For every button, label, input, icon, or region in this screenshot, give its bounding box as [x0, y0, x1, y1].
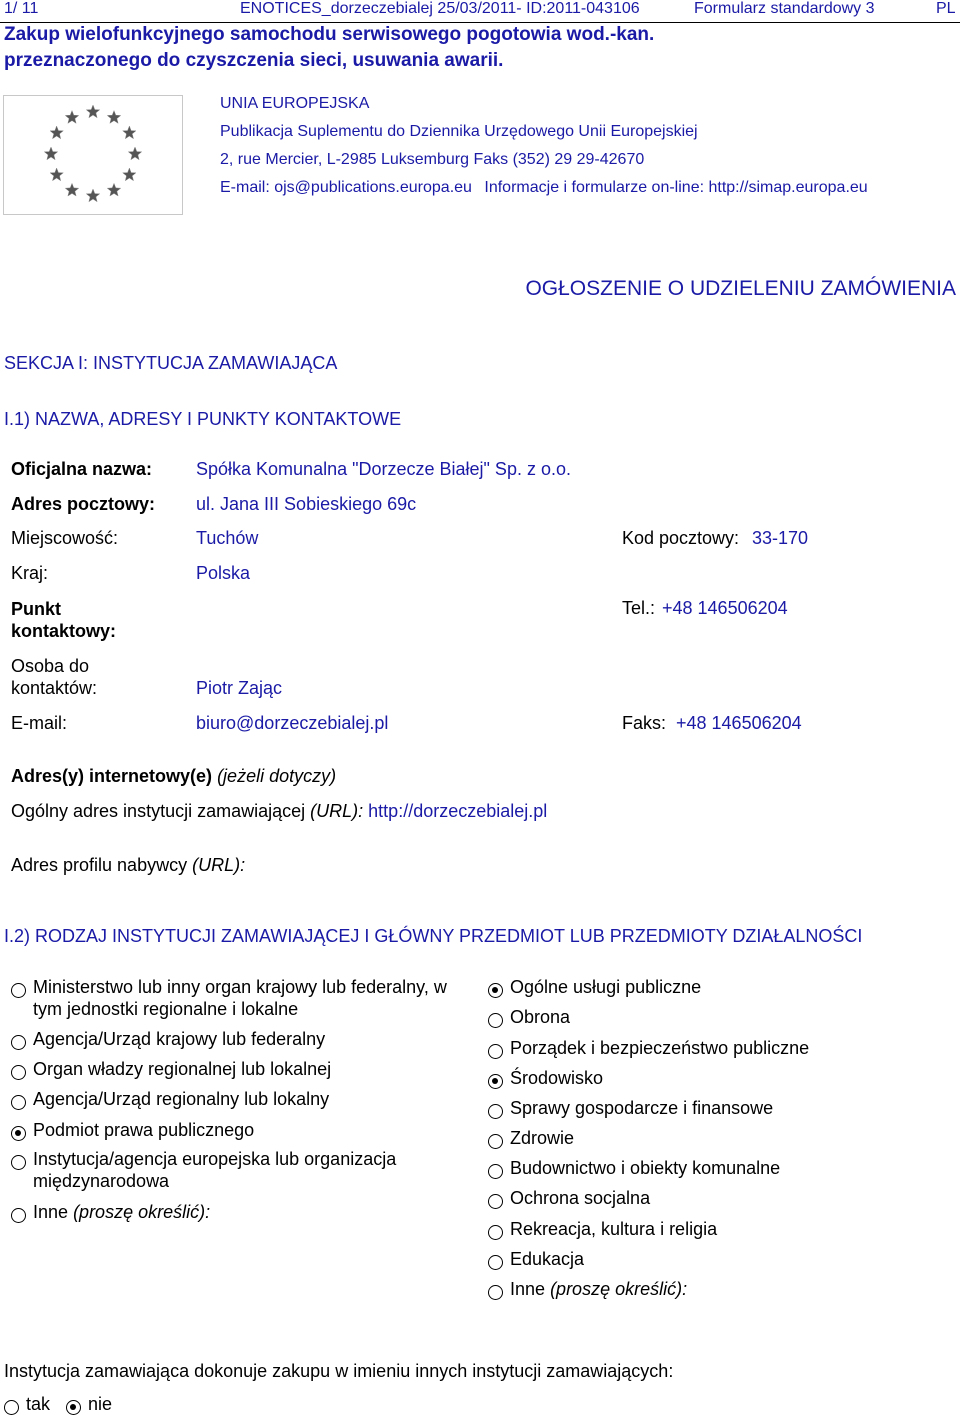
postal-address-label: Adres pocztowy: [11, 494, 156, 514]
authority-type-option[interactable] [11, 1201, 211, 1223]
contact-person-value: Piotr Zając [196, 678, 283, 698]
general-address-label: Ogólny adres instytucji zamawiającej [11, 801, 306, 821]
star-icon [128, 147, 141, 160]
star-icon [123, 126, 136, 139]
star-icon [107, 111, 120, 124]
postal-address-value: ul. Jana III Sobieskiego 69c [196, 494, 417, 514]
section-1-title: SEKCJA I: INSTYTUCJA ZAMAWIAJĄCA [4, 353, 338, 373]
radio-button[interactable] [11, 1155, 26, 1170]
city-value: Tuchów [196, 528, 259, 548]
eu-info-link[interactable]: Informacje i formularze on-line: http://simap.europa.eu [484, 179, 868, 196]
general-address-url-note: (URL): [310, 801, 364, 821]
eu-stars-icon [4, 96, 182, 214]
option-label [510, 1278, 687, 1300]
buyer-profile-row [11, 855, 245, 876]
radio-button[interactable] [488, 1225, 503, 1240]
eu-contact [220, 174, 868, 202]
header-bar [0, 0, 960, 23]
language-code: PL [936, 0, 956, 17]
authority-type-option[interactable] [11, 976, 471, 1022]
option-label-note: (proszę określić): [550, 1279, 688, 1299]
option-label: Środowisko [510, 1068, 604, 1088]
option-label: Zdrowie [510, 1128, 575, 1148]
radio-button[interactable] [488, 1013, 503, 1028]
option-label: Organ władzy regionalnej lub lokalnej [33, 1059, 332, 1079]
contact-point-label [11, 598, 116, 642]
contact-person-label-line-2: kontaktów: [11, 678, 98, 698]
notice-title-line-2: przeznaczonego do czyszczenia sieci, usuwania awarii. [4, 50, 504, 71]
activity-option[interactable] [488, 1067, 604, 1089]
activity-option[interactable] [488, 1097, 774, 1119]
zip-value: 33-170 [752, 528, 809, 548]
radio-button[interactable] [11, 1095, 26, 1110]
internet-addresses-note: (jeżeli dotyczy) [217, 766, 337, 786]
radio-button[interactable] [488, 1134, 503, 1149]
option-label: Ogólne usługi publiczne [510, 977, 702, 997]
option-label: nie [88, 1394, 113, 1414]
activity-option[interactable] [488, 1218, 718, 1240]
zip-label: Kod pocztowy: [622, 528, 740, 548]
option-label: Ochrona socjalna [510, 1188, 651, 1208]
activity-option[interactable] [488, 1127, 575, 1149]
eu-publication: Publikacja Suplementu do Dziennika Urzędowego Unii Europejskiej [220, 123, 698, 140]
radio-button[interactable] [4, 1400, 19, 1415]
radio-button[interactable] [11, 1035, 26, 1050]
option-label: Agencja/Urząd regionalny lub lokalny [33, 1089, 330, 1109]
eu-name: UNIA EUROPEJSKA [220, 95, 370, 112]
authority-type-option[interactable] [11, 1119, 255, 1141]
radio-button[interactable] [488, 1285, 503, 1300]
on-behalf-no-option[interactable] [66, 1393, 113, 1415]
radio-button[interactable] [488, 983, 503, 998]
option-label: Obrona [510, 1007, 571, 1027]
authority-type-option[interactable] [11, 1148, 471, 1194]
star-icon [123, 168, 136, 181]
notice-id: ENOTICES_dorzeczebialej 25/03/2011- ID:2011-043106 [240, 0, 640, 17]
official-name-label: Oficjalna nazwa: [11, 459, 153, 479]
form-name: Formularz standardowy 3 [694, 0, 875, 17]
tel-value: +48 146506204 [662, 598, 788, 618]
radio-button[interactable] [11, 983, 26, 998]
notice-type-title: OGŁOSZENIE O UDZIELENIU ZAMÓWIENIA [525, 277, 956, 300]
eu-flag-logo [3, 95, 183, 215]
city-label: Miejscowość: [11, 528, 119, 548]
section-1-1-heading: I.1) NAZWA, ADRESY I PUNKTY KONTAKTOWE [4, 409, 402, 429]
general-address-link[interactable]: http://dorzeczebialej.pl [368, 801, 548, 821]
option-label: Podmiot prawa publicznego [33, 1120, 255, 1140]
country-value: Polska [196, 563, 251, 583]
radio-button[interactable] [488, 1074, 503, 1089]
option-label: Edukacja [510, 1249, 585, 1269]
radio-button[interactable] [11, 1208, 26, 1223]
contact-person-label-line-1: Osoba do [11, 656, 90, 676]
contact-person-label [11, 655, 97, 699]
option-label: Ministerstwo lub inny organ krajowy lub federalny, w tym jednostki regionalne i lokalne [33, 977, 447, 1019]
fax-label: Faks: [622, 713, 667, 733]
email-label: E-mail: [11, 713, 68, 733]
buyer-profile-url-note: (URL): [192, 855, 246, 875]
activity-option[interactable] [488, 976, 702, 998]
authority-type-option[interactable] [11, 1088, 330, 1110]
fax-value: +48 146506204 [676, 713, 802, 733]
option-label: Agencja/Urząd krajowy lub federalny [33, 1029, 326, 1049]
official-name-value: Spółka Komunalna "Dorzecze Białej" Sp. z o.o. [196, 459, 571, 479]
star-icon [50, 168, 63, 181]
star-icon [65, 183, 78, 196]
internet-addresses-label: Adres(y) internetowy(e) [11, 766, 213, 786]
radio-button[interactable] [11, 1126, 26, 1141]
on-behalf-yes-option[interactable] [4, 1393, 51, 1415]
activity-option[interactable] [488, 1157, 781, 1179]
internet-addresses-heading [11, 766, 336, 787]
on-behalf-question: Instytucja zamawiająca dokonuje zakupu w imieniu innych instytucji zamawiających: [4, 1361, 674, 1381]
contact-point-label-line-1: Punkt [11, 599, 62, 619]
star-icon [44, 147, 57, 160]
email-value[interactable]: biuro@dorzeczebialej.pl [196, 713, 389, 733]
eu-email[interactable]: E-mail: ojs@publications.europa.eu [220, 179, 472, 196]
radio-button[interactable] [11, 1065, 26, 1080]
option-label: Rekreacja, kultura i religia [510, 1219, 718, 1239]
eu-address: 2, rue Mercier, L-2985 Luksemburg Faks (352) 29 29-42670 [220, 151, 645, 168]
activity-option[interactable] [488, 1037, 810, 1059]
star-icon [86, 189, 99, 202]
contact-point-label-line-2: kontaktowy: [11, 621, 117, 641]
activity-option[interactable] [488, 1278, 688, 1300]
option-label-note: (proszę określić): [73, 1202, 211, 1222]
option-label: Budownictwo i obiekty komunalne [510, 1158, 781, 1178]
star-icon [86, 105, 99, 118]
activity-option[interactable] [488, 1248, 585, 1270]
authority-type-option[interactable] [11, 1058, 332, 1080]
option-label: Instytucja/agencja europejska lub organizacja międzynarodowa [33, 1149, 397, 1191]
notice-title-line-1: Zakup wielofunkcyjnego samochodu serwisowego pogotowia wod.-kan. [4, 24, 655, 45]
radio-button[interactable] [488, 1194, 503, 1209]
authority-type-option[interactable] [11, 1028, 326, 1050]
option-label: tak [26, 1394, 51, 1414]
country-label: Kraj: [11, 563, 49, 583]
option-label: Porządek i bezpieczeństwo publiczne [510, 1038, 810, 1058]
page-number: 1/ 11 [4, 0, 39, 17]
tel-label: Tel.: [622, 598, 656, 618]
eu-publisher-block [220, 90, 868, 202]
activity-option[interactable] [488, 1187, 651, 1209]
star-icon [50, 126, 63, 139]
option-label [33, 1201, 210, 1223]
star-icon [65, 111, 78, 124]
star-icon [107, 183, 120, 196]
radio-button[interactable] [488, 1044, 503, 1059]
radio-button[interactable] [488, 1104, 503, 1119]
general-address-row [11, 801, 547, 822]
radio-button[interactable] [66, 1400, 81, 1415]
option-label-text: Inne [33, 1202, 69, 1222]
option-label-text: Inne [510, 1279, 546, 1299]
radio-button[interactable] [488, 1164, 503, 1179]
radio-button[interactable] [488, 1255, 503, 1270]
option-label: Sprawy gospodarcze i finansowe [510, 1098, 774, 1118]
section-1-2-heading: I.2) RODZAJ INSTYTUCJI ZAMAWIAJĄCEJ I GŁÓWNY PRZEDMIOT LUB PRZEDMIOTY DZIAŁALNOŚCI [4, 926, 863, 946]
buyer-profile-label: Adres profilu nabywcy [11, 855, 188, 875]
activity-option[interactable] [488, 1006, 571, 1028]
